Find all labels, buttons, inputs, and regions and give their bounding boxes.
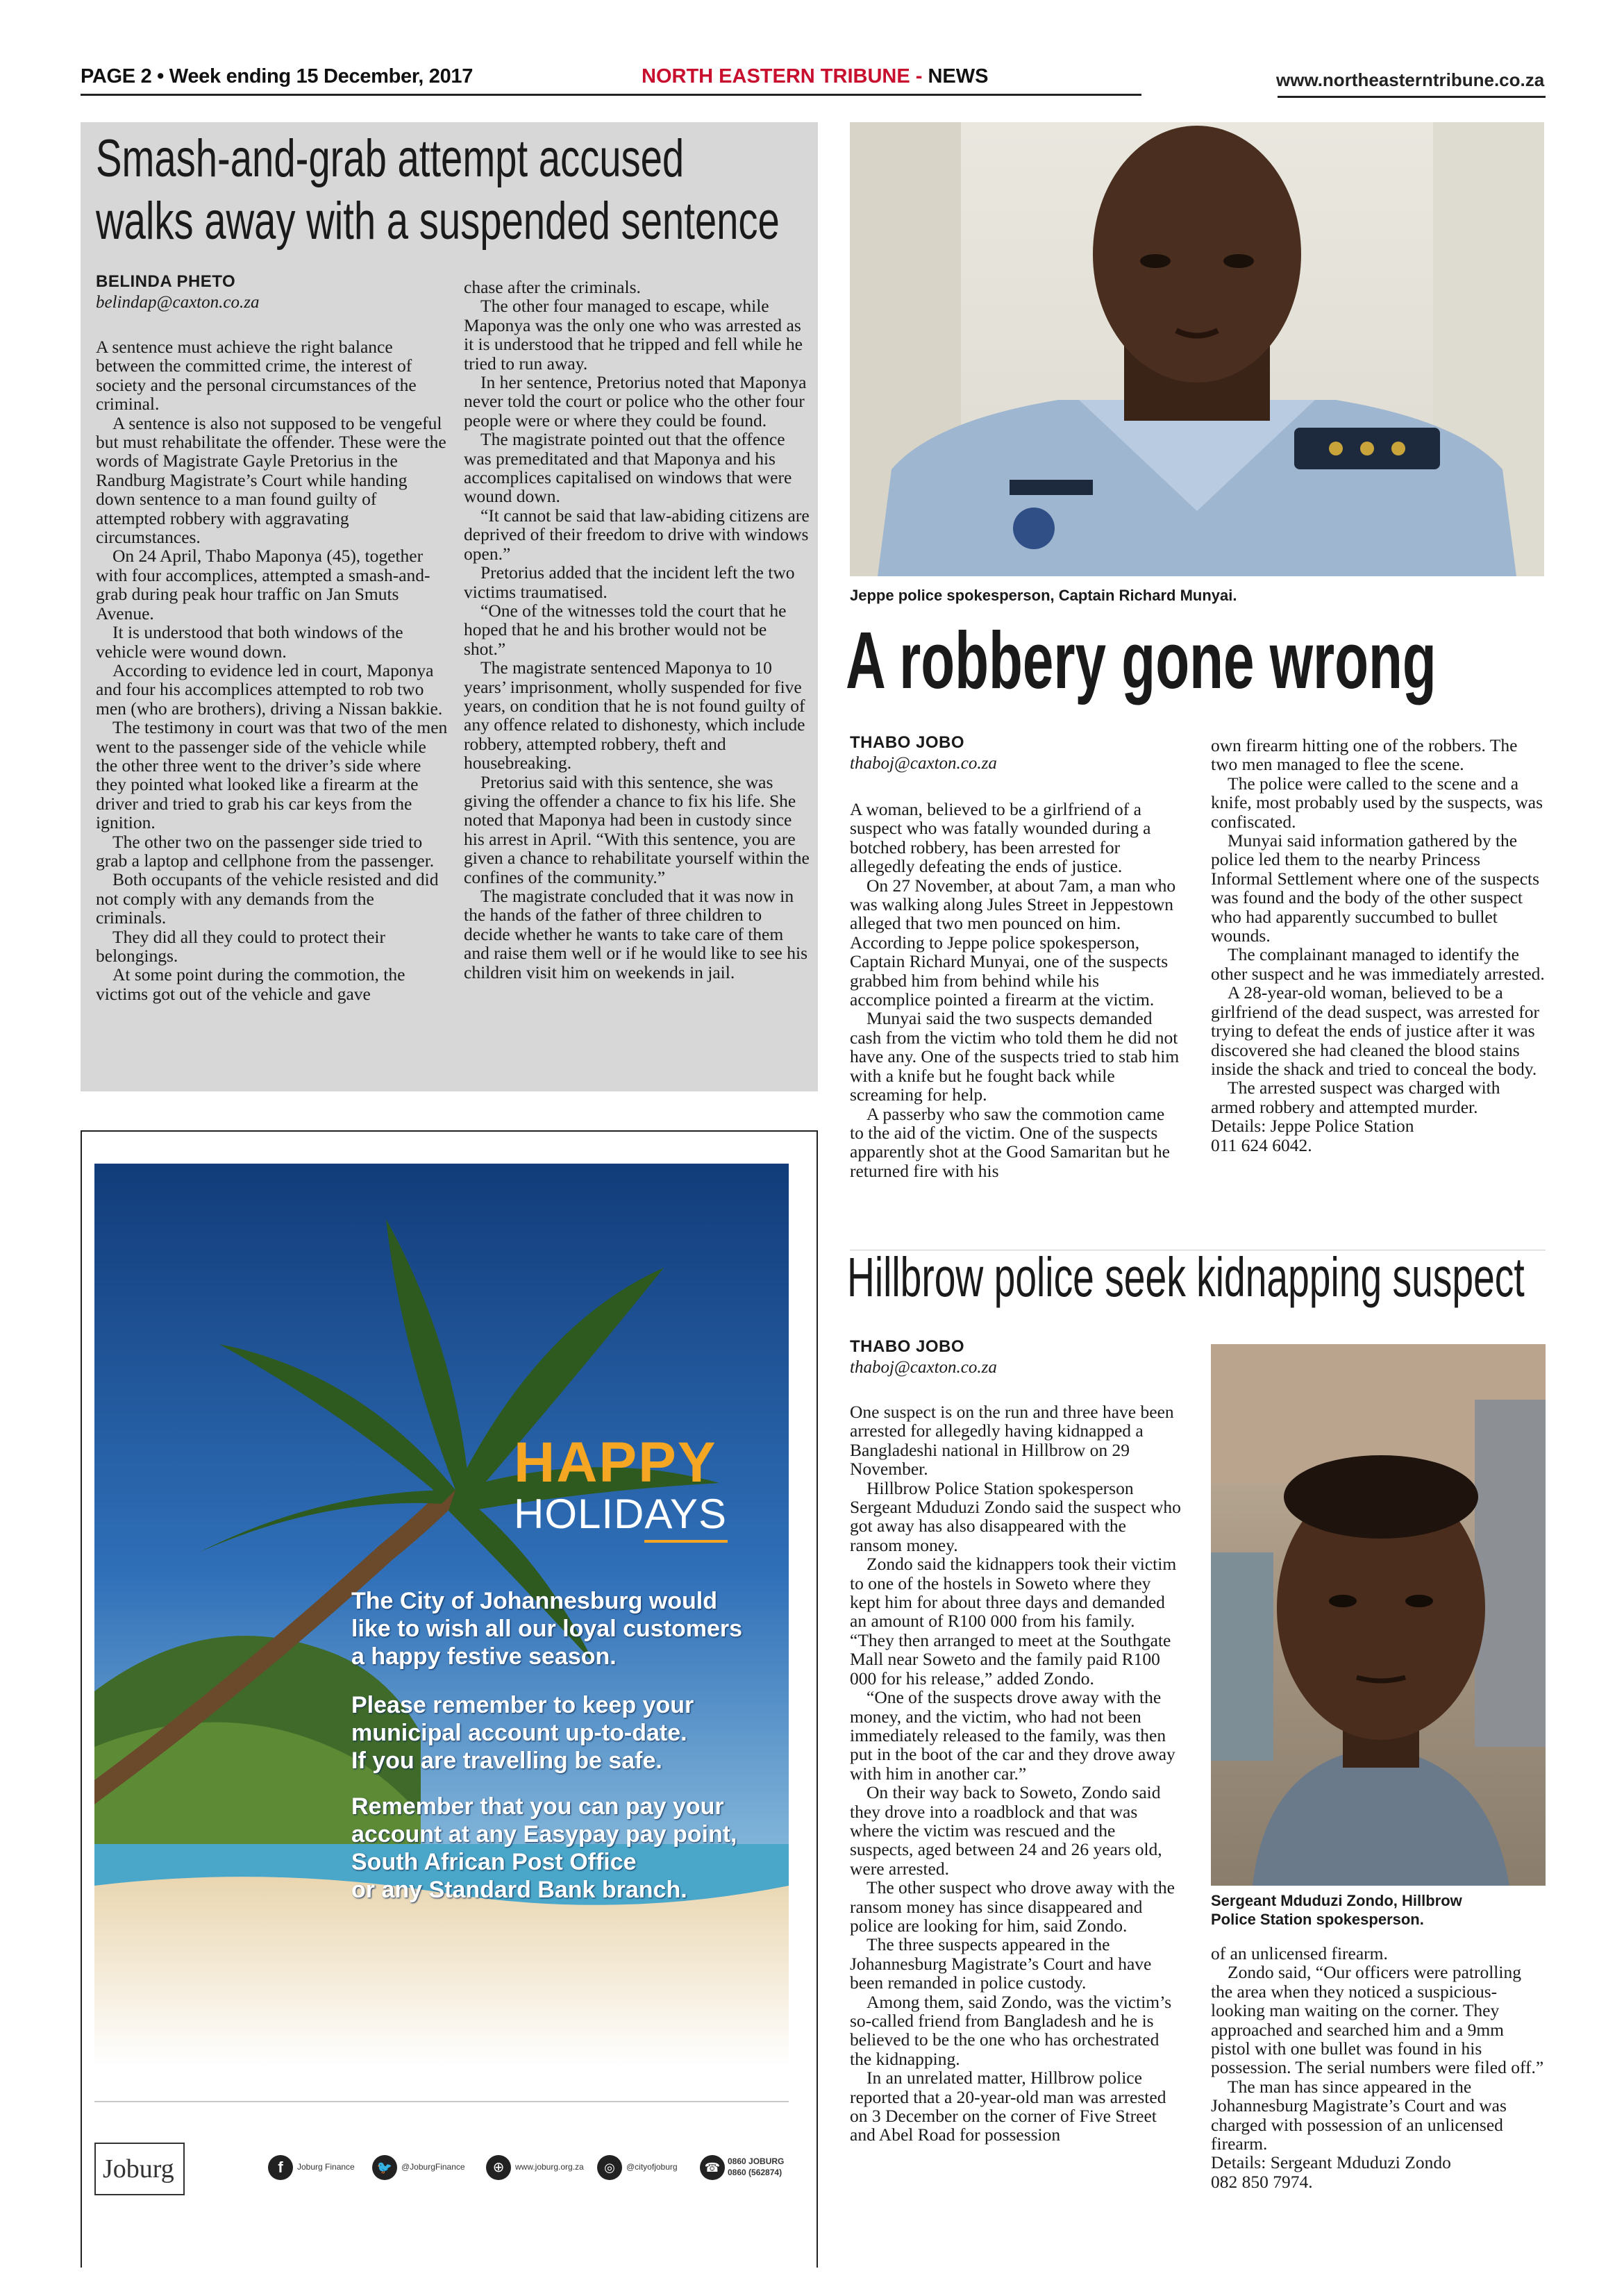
ad-gold-rule xyxy=(644,1540,728,1543)
paragraph: On their way back to Soweto, Zondo said they drove into a roadblock and that was where the victim was rescued and the suspects, aged between 24 and 26 years old, were arrested. xyxy=(850,1782,1162,1879)
details-line: Details: Sergeant Mduduzi Zondo xyxy=(1211,2152,1451,2173)
phone-icon: ☎ xyxy=(700,2155,725,2180)
paragraph: The other four managed to escape, while Maponya was the only one who was arrested as it is understood that he tripped and fell while he tried to run away. xyxy=(464,296,803,374)
paragraph: The police were called to the scene and a knife, most probably used by the suspects, was confiscated. xyxy=(1211,773,1543,832)
instagram-icon: ◎ xyxy=(597,2155,622,2180)
paragraph: At some point during the commotion, the victims got out of the vehicle and gave xyxy=(96,964,405,1004)
author-email: belindap@caxton.co.za xyxy=(96,293,260,312)
paragraph: On 27 November, at about 7am, a man who was walking along Jules Street in Jeppestown alleged that two men pounced on him. According to Jeppe police spokesperson, Captain Richard Munyai, one of the suspects grabbed him from behind while his accomplice pointed a firearm at the victim. xyxy=(850,875,1176,1010)
paragraph: Both occupants of the vehicle resisted and did not comply with any demands from the criminals. xyxy=(96,869,439,928)
article-headline-hillbrow: Hillbrow police seek kidnapping suspect xyxy=(847,1246,1525,1308)
article-column-1 xyxy=(850,1402,1182,2145)
photo-caption-zondo xyxy=(1211,1891,1546,1929)
paper-name: NORTH EASTERN TRIBUNE xyxy=(642,65,910,87)
ad-line: or any Standard Bank branch. xyxy=(351,1877,687,1903)
header-rule-right xyxy=(1278,96,1546,98)
page-info: PAGE 2 • Week ending 15 December, 2017 xyxy=(81,65,474,87)
twitter-label: @JoburgFinance xyxy=(401,2162,465,2172)
sergeant-illustration xyxy=(1211,1344,1546,1886)
photo-sergeant-zondo xyxy=(1211,1344,1546,1886)
paragraph: The other two on the passenger side tried to grab a laptop and cellphone from the passenger. xyxy=(96,831,435,871)
paragraph: The magistrate pointed out that the offence was premeditated and that Maponya and his accomplices capitalised on windows that were wound down. xyxy=(464,429,792,507)
paragraph: In an unrelated matter, Hillbrow police reported that a 20-year-old man was arrested on 3 December on the corner of Five Street and Abel Road for possession xyxy=(850,2068,1166,2145)
ad-line: Remember that you can pay your xyxy=(351,1793,724,1820)
ad-frame-right-rule xyxy=(817,1130,818,2268)
details-phone: 011 624 6042. xyxy=(1211,1134,1312,1155)
ad-line: account at any Easypay pay point, xyxy=(351,1821,737,1847)
facebook-label: Joburg Finance xyxy=(297,2162,355,2172)
paragraph: “One of the witnesses told the court that he hoped that he and his brother would not be shot.” xyxy=(464,600,787,659)
facebook-icon: f xyxy=(268,2155,293,2180)
paragraph: Munyai said the two suspects demanded cash from the victim who told them he did not have any. One of the suspects tried to stab him with a knife but he fought back while screaming for help. xyxy=(850,1008,1180,1105)
ad-frame-top-rule xyxy=(81,1130,818,1132)
paragraph: The three suspects appeared in the Johannesburg Magistrate’s Court and have been remanded in police custody. xyxy=(850,1934,1152,1993)
article-column-2 xyxy=(1211,1944,1546,2191)
web-label: www.joburg.org.za xyxy=(515,2162,584,2172)
paragraph: Zondo said the kidnappers took their victim to one of the hostels in Soweto where they kept him for about three days and demanded an amount of R100 000 from his family. “They then arranged to meet at the Southgate Mall near Soweto and the family paid R100 000 for his release,” added Zondo. xyxy=(850,1554,1177,1689)
byline: THABO JOBO xyxy=(850,733,965,752)
paragraph: Zondo said, “Our officers were patrolling the area when they noticed a suspicious-looking man waiting on the corner. They approached and searched him and a 9mm pistol with one bullet was found in his possession. The serial numbers were filed off.” xyxy=(1211,1962,1544,2078)
instagram-label: @cityofjoburg xyxy=(626,2162,678,2172)
paragraph: A woman, believed to be a girlfriend of a suspect who was fatally wounded during a botched robbery, has been arrested for allegedly defeating the ends of justice. xyxy=(850,799,1151,877)
paragraph: Pretorius said with this sentence, she was giving the offender a chance to fix his life. She noted that Maponya had been in custody since his arrest in April. “With this sentence, you are given a chance to rehabilitate yourself within the confines of the community.” xyxy=(464,771,810,887)
paragraph: They did all they could to protect their belongings. xyxy=(96,926,386,966)
details-line: Details: Jeppe Police Station xyxy=(1211,1116,1414,1137)
paragraph: It is understood that both windows of the vehicle were wound down. xyxy=(96,622,403,662)
ad-message-1 xyxy=(351,1587,742,1670)
ad-happy: HAPPY xyxy=(514,1431,717,1494)
ad-footer-rule xyxy=(94,2101,789,2102)
phone-label-1: 0860 JOBURG xyxy=(728,2156,785,2166)
paragraph: On 24 April, Thabo Maponya (45), together with four accomplices, attempted a smash-and-grab during peak hour traffic on Jan Smuts Avenue. xyxy=(96,546,430,623)
article-column-1 xyxy=(96,337,449,1003)
article-headline xyxy=(96,128,815,253)
byline-block xyxy=(850,733,997,773)
ad-joburg-happy-holidays xyxy=(94,1164,789,2240)
website-url: www.northeasterntribune.co.za xyxy=(1276,69,1545,90)
title-separator: - xyxy=(910,65,928,87)
photo-caption-munyai: Jeppe police spokesperson, Captain Richard Munyai. xyxy=(850,587,1237,604)
officer-illustration xyxy=(850,122,1544,576)
byline-block xyxy=(96,272,259,312)
headline-line-2: walks away with a suspended sentence xyxy=(96,192,780,251)
ad-line: Please remember to keep your xyxy=(351,1692,694,1718)
paragraph: own firearm hitting one of the robbers. The two men managed to flee the scene. xyxy=(1211,735,1518,775)
paragraph: In her sentence, Pretorius noted that Maponya never told the court or police who the other four people were or where they could be found. xyxy=(464,372,807,430)
paragraph: The testimony in court was that two of the men went to the passenger side of the vehicle while the other three went to the driver’s side where they pointed what looked like a firearm at the driver and tried to grab his car keys from the ignition. xyxy=(96,717,448,833)
phone-label-2: 0860 (562874) xyxy=(728,2168,782,2177)
joburg-logo-text: Joburg xyxy=(103,2154,174,2184)
paragraph: Hillbrow Police Station spokesperson Sergeant Mduduzi Zondo said the suspect who got away has also disappeared with the ransom money. xyxy=(850,1477,1181,1555)
paragraph: The magistrate concluded that it was now in the hands of the father of three children to decide whether he wants to take care of them and raise them well or if he would like to see his children visit him on weekends in jail. xyxy=(464,886,807,982)
paragraph: A passerby who saw the commotion came to the aid of the victim. One of the suspects apparently shot at the Good Samaritan but he returned fire with his xyxy=(850,1103,1171,1181)
headline-line-1: Smash-and-grab attempt accused xyxy=(96,129,685,188)
paragraph: One suspect is on the run and three have been arrested for allegedly having kidnapped a Bangladeshi national in Hillbrow on 29 November. xyxy=(850,1402,1174,1480)
ad-line: like to wish all our loyal customers xyxy=(351,1616,743,1642)
ad-line: The City of Johannesburg would xyxy=(351,1588,717,1614)
paragraph: The arrested suspect was charged with armed robbery and attempted murder. xyxy=(1211,1078,1500,1117)
article-column-1 xyxy=(850,800,1180,1180)
joburg-logo xyxy=(94,2143,185,2195)
paragraph: A sentence is also not supposed to be vengeful but must rehabilitate the offender. These were the words of Magistrate Gayle Pretorius in the Randburg Magistrate’s Court while handing down sentence to a man found guilty of attempted robbery with aggravating circumstances. xyxy=(96,412,446,548)
paragraph: of an unlicensed firearm. xyxy=(1211,1943,1388,1963)
ad-holidays: HOLIDAYS xyxy=(514,1491,727,1537)
ad-line: a happy festive season. xyxy=(351,1643,617,1670)
web-icon: ⊕ xyxy=(486,2155,511,2180)
paragraph: A sentence must achieve the right balance between the committed crime, the interest of society and the personal circumstances of the criminal. xyxy=(96,337,417,414)
details-phone: 082 850 7974. xyxy=(1211,2171,1313,2192)
section-name: NEWS xyxy=(928,65,989,87)
paragraph: The complainant managed to identify the other suspect and he was immediately arrested. xyxy=(1211,944,1545,984)
byline: THABO JOBO xyxy=(850,1337,965,1356)
ad-line: South African Post Office xyxy=(351,1849,637,1875)
paragraph: “It cannot be said that law-abiding citizens are deprived of their freedom to drive with windows open.” xyxy=(464,505,810,564)
paragraph: “One of the suspects drove away with the money, and the victim, who had not been immediately released to the family, was then put in the boot of the car and they drove away with him in another car.” xyxy=(850,1687,1175,1784)
ad-frame-left-rule xyxy=(81,1130,82,2268)
ad-message-3 xyxy=(351,1793,737,1904)
ad-line: If you are travelling be safe. xyxy=(351,1748,662,1774)
paragraph: Munyai said information gathered by the police led them to the nearby Princess Informal Settlement where one of the suspects was found and the body of the other suspect who had apparently succumbed to bullet wounds. xyxy=(1211,830,1540,946)
photo-captain-munyai xyxy=(850,122,1544,576)
paragraph: According to evidence led in court, Maponya and four his accomplices attempted to rob two men (who are brothers), driving a Nissan bakkie. xyxy=(96,660,443,719)
ad-message-2 xyxy=(351,1691,694,1775)
byline: BELINDA PHETO xyxy=(96,272,236,291)
ad-social-bar xyxy=(268,2155,789,2183)
byline-block xyxy=(850,1337,997,1377)
header-rule xyxy=(81,94,1141,96)
author-email: thaboj@caxton.co.za xyxy=(850,754,997,773)
caption-line-2: Police Station spokesperson. xyxy=(1211,1911,1424,1928)
paper-title xyxy=(642,65,988,88)
twitter-icon: 🐦 xyxy=(372,2155,397,2180)
paragraph: The other suspect who drove away with the ransom money has since disappeared and police are looking for him, said Zondo. xyxy=(850,1877,1175,1936)
paragraph: Pretorius added that the incident left the two victims traumatised. xyxy=(464,562,795,602)
ad-line: municipal account up-to-date. xyxy=(351,1720,687,1746)
paragraph: A 28-year-old woman, believed to be a girlfriend of the dead suspect, was arrested for trying to defeat the ends of justice after it was discovered she had cleaned the blood stains inside the shack and tried to conceal the body. xyxy=(1211,982,1539,1079)
paragraph: The magistrate sentenced Maponya to 10 years’ imprisonment, wholly suspended for five years, on condition that he is not found guilty of any offence related to dishonesty, which include robbery, attempted robbery, theft and housebreaking. xyxy=(464,657,805,773)
caption-line-1: Sergeant Mduduzi Zondo, Hillbrow xyxy=(1211,1892,1462,1909)
article-smash-and-grab xyxy=(81,122,818,1091)
article-column-2 xyxy=(1211,736,1546,1155)
paragraph: Among them, said Zondo, was the victim’s so-called friend from Bangladesh and he is believed to be the one who has orchestrated the kidnapping. xyxy=(850,1991,1172,2069)
paragraph: chase after the criminals. xyxy=(464,277,641,297)
paragraph: The man has since appeared in the Johannesburg Magistrate’s Court and was charged with possession of an unlicensed firearm. xyxy=(1211,2076,1507,2154)
author-email: thaboj@caxton.co.za xyxy=(850,1358,997,1377)
article-headline-robbery: A robbery gone wrong xyxy=(846,615,1437,705)
article-column-2 xyxy=(464,278,811,982)
